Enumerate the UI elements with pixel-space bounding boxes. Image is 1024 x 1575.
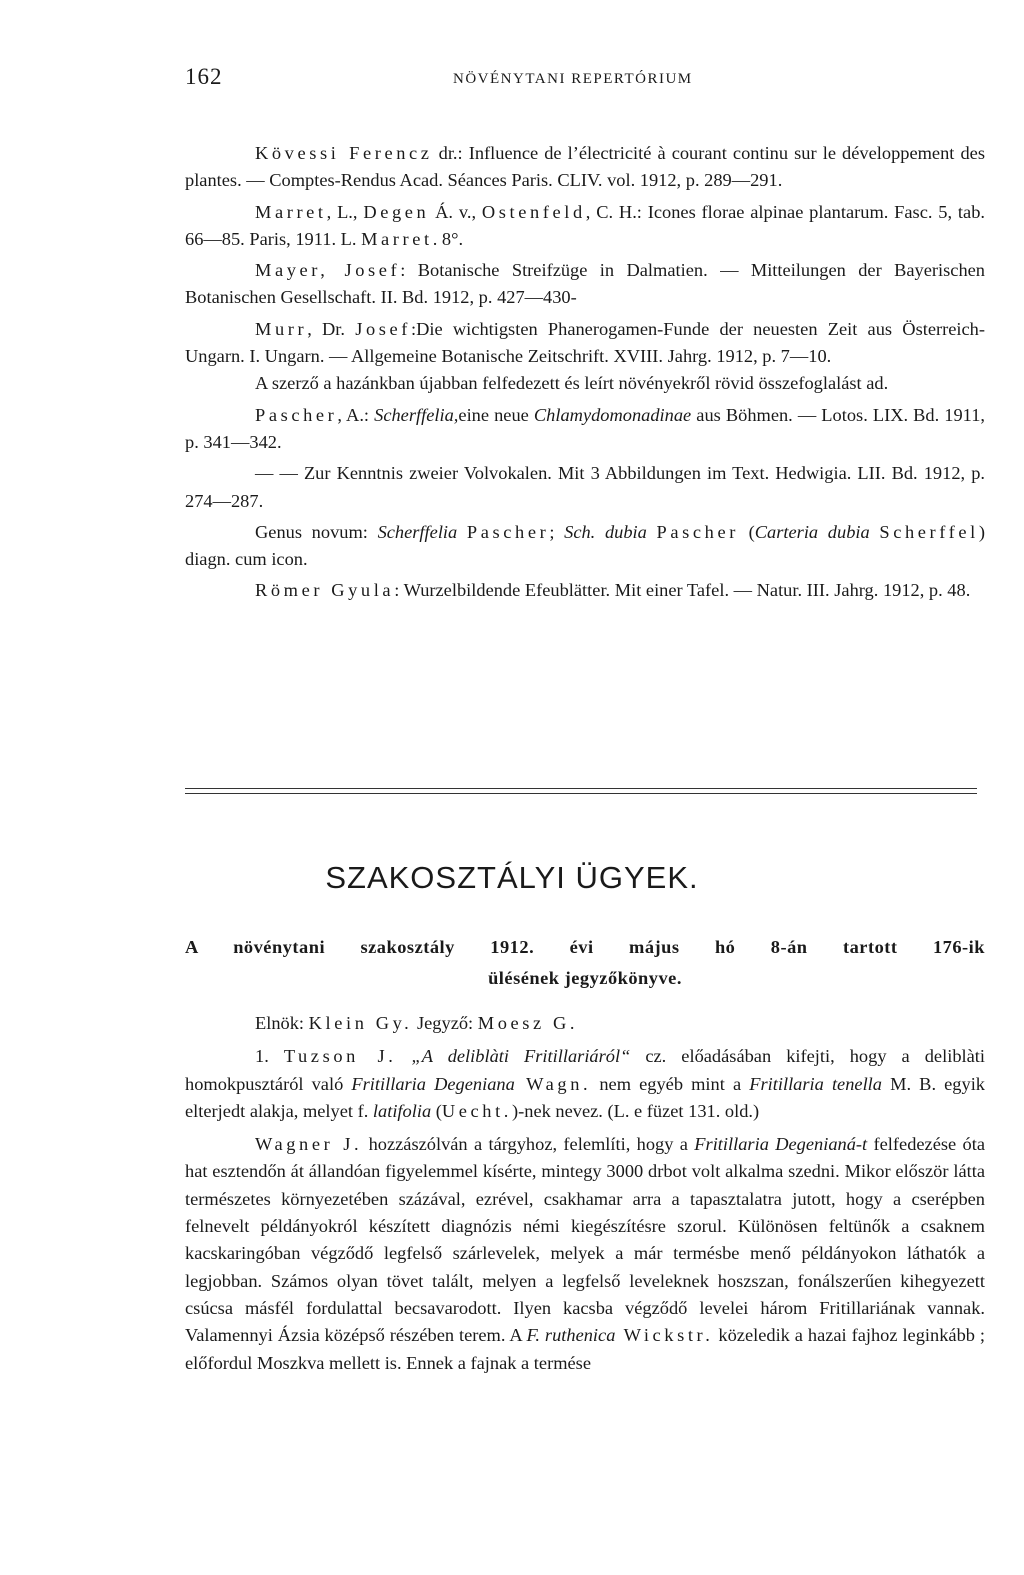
- bibliography: [185, 140, 985, 605]
- page-header: [185, 64, 974, 94]
- minutes-heading: [185, 932, 985, 994]
- author-name: Murr: [255, 318, 308, 339]
- officers-line: Elnök: Klein Gy. Jegyző: Moesz G.: [255, 1013, 579, 1033]
- minutes-heading-line: A növénytani szakosztály 1912. évi május hó 8-án tartott 176-ik: [185, 937, 985, 957]
- minutes-item: 1. Tuzson J. „A deliblàti Fritillariáról“ cz. előadásában kifejti, hogy a deliblàti homokpusztáról való Fritillaria Degeniana Wagn. nem egyéb mint a Fritillaria tenella M. B. egyik elterjedt alakja, melyet f. latifolia (Uecht.)-nek nevez. (L. e füzet 131. old.): [185, 1046, 986, 1121]
- reference-entry: Römer Gyula: Wurzelbildende Efeublätter. Mit einer Tafel. — Natur. III. Jahrg. 1912, p. 48.: [255, 580, 971, 601]
- section-divider: [185, 788, 977, 789]
- minutes-heading-line: ülésének jegyzőkönyve.: [488, 968, 682, 988]
- running-title: NÖVÉNYTANI REPERTÓRIUM: [453, 71, 693, 87]
- reference-summary: A szerző a hazánkban újabban felfedezett és leírt növényekről rövid összefoglalást ad.: [255, 373, 889, 394]
- reference-entry: Pascher, A.: Scherffelia,eine neue Chlamydomonadinae aus Böhmen. — Lotos. LIX. Bd. 1911, p. 341—342.: [185, 404, 985, 452]
- reference-entry: — — Zur Kenntnis zweier Volvokalen. Mit 3 Abbildungen im Text. Hedwigia. LII. Bd. 1912, p. 274—287.: [185, 463, 985, 511]
- minutes-body: [185, 1010, 985, 1377]
- secretary-name: Moesz G.: [477, 1013, 579, 1033]
- author-name: Ostenfeld: [481, 201, 586, 222]
- author-name: Marret: [361, 228, 433, 249]
- author-name: Josef: [355, 318, 412, 339]
- minutes-item: Wagner J. hozzászólván a tárgyhoz, felemlíti, hogy a Fritillaria Degenianá-t felfedezése óta hat esztendőn át állandóan figyelemmel kísérte, mintegy 3000 drbot volt alkalma szedni. Mikor először látta természetes környezetében százával, ezrével, csakhamar arra a tapasztalatra jutott, hogy a cserépben felnevelt példányokról készített diagnózis némi kiegészítésre szorul. Különösen feltünők a csaknem kacskaringóban végződő legfelső szárlevelek, melyek a már termésbe menő példányokon láthatók a legjobban. Számos olyan tövet talált, melyen a legfelső leveleknek hoszszan, fonálszerűen kihegyezett csúcsa másfél fordulattal becsavarodott. Ilyen kacsba végződő levelei három Fritillariának vannak. Valamennyi Ázsia középső részében terem. A F. ruthenica Wickstr. közeledik a hazai fajhoz leginkább ; előfordul Moszkva mellett is. Ennek a fajnak a termése: [185, 1134, 986, 1373]
- page-number: 162: [185, 64, 223, 89]
- reference-note: Genus novum: Scherffelia Pascher; Sch. dubia Pascher (Carteria dubia Scherffel) diagn. cum icon.: [185, 521, 985, 570]
- reference-entry: Marret, L., Degen Á. v., Ostenfeld, C. H.: Icones florae alpinae plantarum. Fasc. 5, tab. 66—85. Paris, 1911. L. Marret. 8°.: [185, 201, 985, 249]
- author-name: Römer Gyula: [255, 580, 395, 601]
- reference-entry: Kövessi Ferencz dr.: Influence de l’électricité à courant continu sur le développement des plantes. — Comptes-Rendus Acad. Séances Paris. CLIV. vol. 1912, p. 289—291.: [185, 143, 985, 191]
- section-divider: [185, 793, 977, 794]
- author-name: Mayer, Josef: [255, 260, 401, 281]
- chair-name: Klein Gy.: [308, 1013, 413, 1033]
- author-name: Pascher: [255, 404, 338, 425]
- author-name: Marret: [255, 201, 327, 222]
- reference-entry: Murr, Dr. Josef:Die wichtigsten Phanerogamen-Funde der neuesten Zeit aus Österreich-Ungarn. I. Ungarn. — Allgemeine Botanische Zeitschrift. XVIII. Jahrg. 1912, p. 7—10.: [185, 318, 986, 367]
- author-name: Degen: [363, 201, 430, 222]
- reference-entry: Mayer, Josef: Botanische Streifzüge in Dalmatien. — Mitteilungen der Bayerischen Botanischen Gesellschaft. II. Bd. 1912, p. 427—430-: [185, 260, 985, 308]
- author-name: Kövessi Ferencz: [255, 143, 433, 163]
- section-title: SZAKOSZTÁLYI ÜGYEK.: [325, 860, 699, 895]
